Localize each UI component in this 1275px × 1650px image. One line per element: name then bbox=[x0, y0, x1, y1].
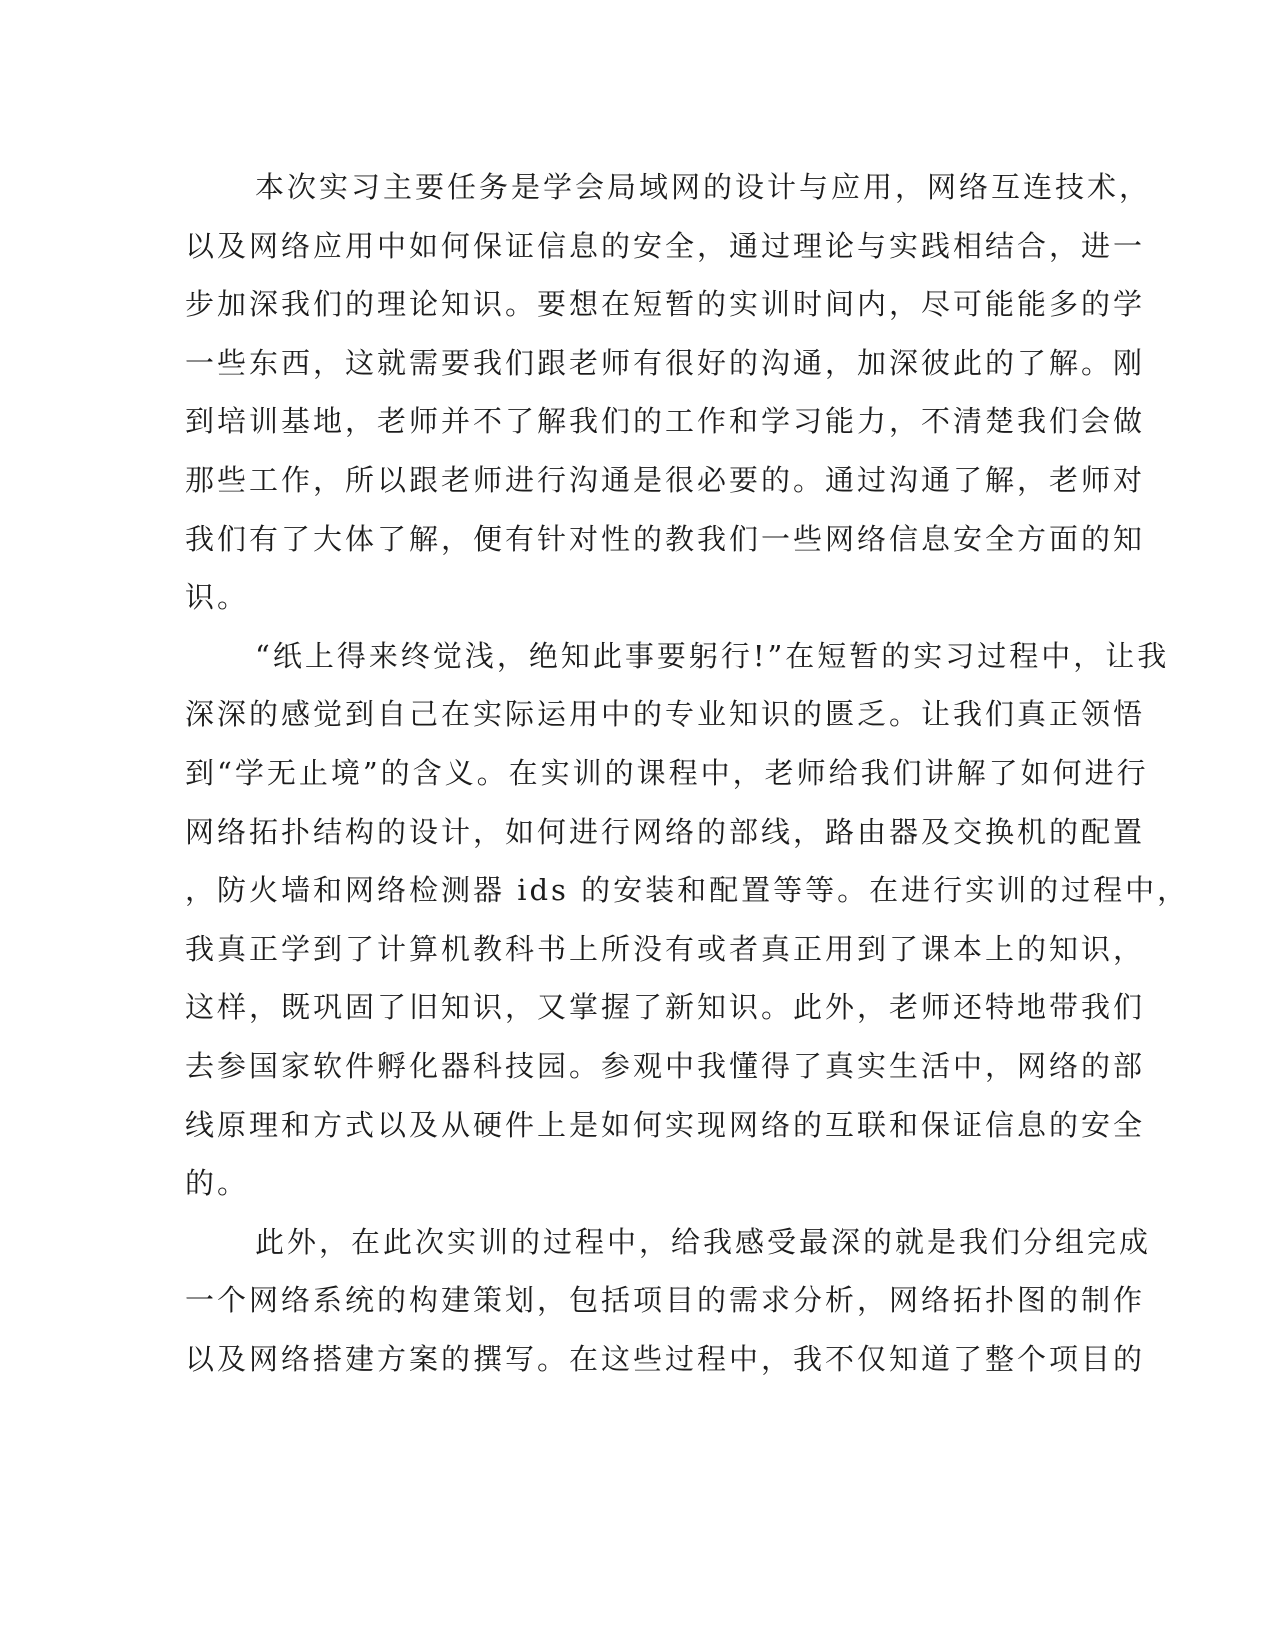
paragraph-3-line-1: 此外，在此次实训的过程中，给我感受最深的就是我们分组完成 bbox=[255, 1224, 1152, 1259]
document-body bbox=[185, 158, 1190, 1388]
paragraph-1-line-2: 以及网络应用中如何保证信息的安全，通过理论与实践相结合，进一 bbox=[185, 228, 1146, 263]
paragraph-2-line-9: 线原理和方式以及从硬件上是如何实现网络的互联和保证信息的安全 bbox=[185, 1107, 1146, 1142]
paragraph-2-line-3: 到“学无止境”的含义。在实训的课程中，老师给我们讲解了如何进行 bbox=[185, 755, 1149, 790]
paragraph-2-line-10: 的。 bbox=[185, 1166, 250, 1201]
paragraph-2-line-1: “纸上得来终觉浅，绝知此事要躬行!”在短暂的实习过程中，让我 bbox=[255, 638, 1170, 673]
paragraph-2-line-2: 深深的感觉到自己在实际运用中的专业知识的匮乏。让我们真正领悟 bbox=[185, 697, 1146, 732]
paragraph-1-line-4: 一些东西，这就需要我们跟老师有很好的沟通，加深彼此的了解。刚 bbox=[185, 345, 1146, 380]
paragraph-2-line-5: ，防火墙和网络检测器 ids 的安装和配置等等。在进行实训的过程中， bbox=[185, 873, 1190, 908]
paragraph-2-line-6: 我真正学到了计算机教科书上所没有或者真正用到了课本上的知识， bbox=[185, 931, 1146, 966]
paragraph-3-line-2: 一个网络系统的构建策划，包括项目的需求分析，网络拓扑图的制作 bbox=[185, 1283, 1146, 1318]
paragraph-3-line-3: 以及网络搭建方案的撰写。在这些过程中，我不仅知道了整个项目的 bbox=[185, 1341, 1146, 1376]
paragraph-1-line-1: 本次实习主要任务是学会局域网的设计与应用，网络互连技术， bbox=[255, 170, 1152, 204]
paragraph-2-line-8: 去参国家软件孵化器科技园。参观中我懂得了真实生活中，网络的部 bbox=[185, 1048, 1146, 1083]
paragraph-2-line-4: 网络拓扑结构的设计，如何进行网络的部线，路由器及交换机的配置 bbox=[185, 814, 1146, 849]
paragraph-2-line-7: 这样，既巩固了旧知识，又掌握了新知识。此外，老师还特地带我们 bbox=[185, 990, 1146, 1025]
paragraph-1-line-3: 步加深我们的理论知识。要想在短暂的实训时间内，尽可能能多的学 bbox=[185, 287, 1146, 322]
paragraph-1-line-8: 识。 bbox=[185, 580, 250, 615]
paragraph-1-line-7: 我们有了大体了解，便有针对性的教我们一些网络信息安全方面的知 bbox=[185, 521, 1146, 556]
paragraph-1-line-6: 那些工作，所以跟老师进行沟通是很必要的。通过沟通了解，老师对 bbox=[185, 462, 1146, 497]
paragraph-1-line-5: 到培训基地，老师并不了解我们的工作和学习能力，不清楚我们会做 bbox=[185, 404, 1146, 439]
